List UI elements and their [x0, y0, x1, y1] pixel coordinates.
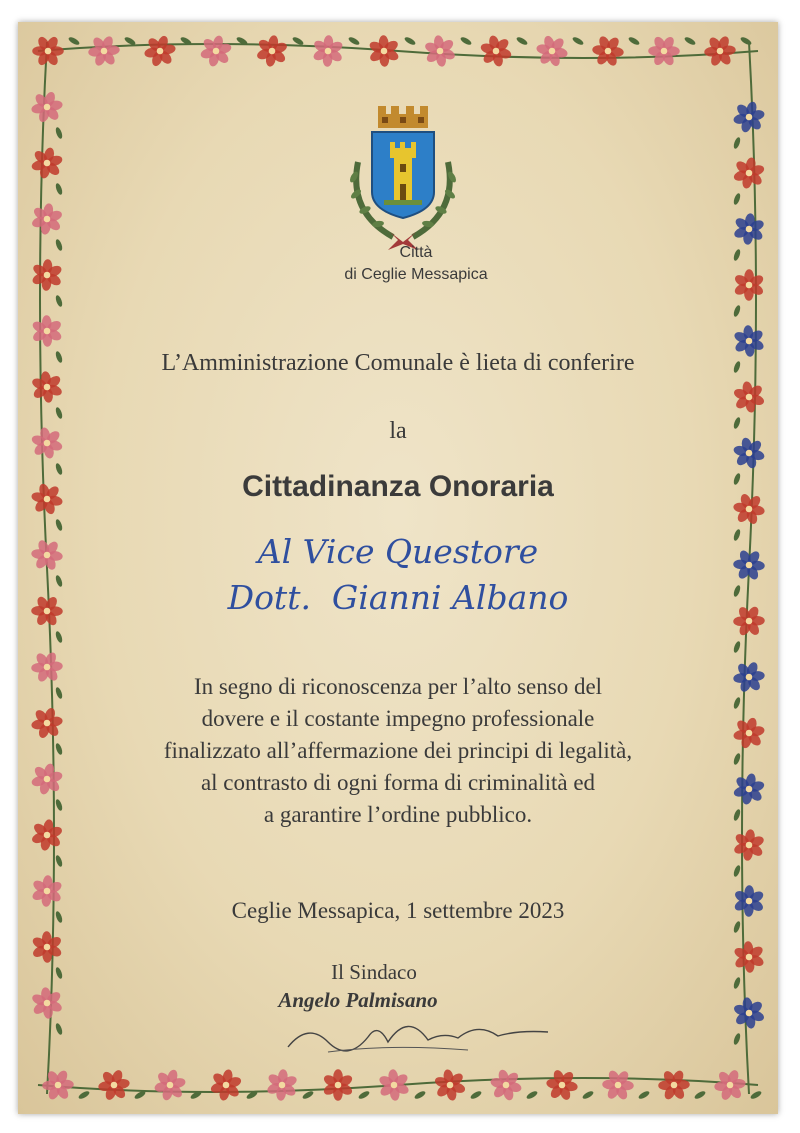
border-leaf [302, 1090, 315, 1101]
border-leaf [684, 36, 697, 47]
border-leaf [638, 1090, 651, 1101]
border-leaf [628, 36, 641, 47]
border-flower [480, 35, 513, 68]
border-flower [592, 35, 624, 68]
border-leaf [68, 36, 81, 47]
border-leaf [55, 1022, 64, 1035]
border-leaf [404, 36, 417, 47]
signatory-role: Il Sindaco [331, 960, 417, 984]
border-flower [32, 35, 64, 67]
border-flower [733, 101, 766, 134]
border-leaf [740, 36, 753, 47]
signatory-name: Angelo Palmisano [278, 988, 438, 1012]
border-leaf [55, 630, 64, 643]
border-leaf [733, 304, 742, 317]
recipient-name: Dott. Gianni Albano [227, 578, 569, 617]
motivation-line: dovere e il costante impegno professionale [201, 706, 595, 731]
border-leaf [750, 1090, 763, 1101]
border-leaf [694, 1090, 707, 1101]
border-flower [546, 1069, 579, 1102]
border-leaf [55, 294, 64, 307]
border-leaf [55, 854, 64, 867]
border-flower [658, 1069, 690, 1101]
border-leaf [582, 1090, 595, 1101]
border-leaf [516, 36, 529, 47]
certificate [18, 22, 778, 1114]
border-flower [42, 1069, 74, 1101]
motivation-line: al contrasto di ogni forma di criminalità ed [200, 770, 596, 795]
motivation-line: In segno di riconoscenza per l’alto senso del [193, 674, 603, 699]
border-flower [434, 1069, 467, 1102]
article-text: la [389, 418, 407, 444]
border-flower [602, 1069, 634, 1101]
honor-title: Cittadinanza Onoraria [242, 470, 554, 503]
border-flower [733, 213, 766, 245]
place-date: Ceglie Messapica, 1 settembre 2023 [231, 898, 565, 923]
border-flower [31, 315, 63, 347]
border-leaf [78, 1090, 91, 1101]
border-flower [704, 35, 736, 68]
border-leaf [526, 1090, 539, 1101]
border-flower [31, 931, 63, 963]
border-flower [733, 829, 766, 861]
city-name-label: di Ceglie Messapica [344, 266, 488, 283]
border-flower [154, 1069, 187, 1102]
border-leaf [733, 136, 742, 149]
border-flower [31, 91, 64, 124]
border-flower [88, 35, 120, 68]
border-flower [256, 35, 289, 68]
border-flower [200, 35, 233, 68]
border-flower [490, 1069, 523, 1102]
border-leaf [460, 36, 473, 47]
border-leaf [358, 1090, 371, 1101]
border-flower [733, 157, 766, 190]
border-leaf [348, 36, 361, 47]
border-leaf [55, 182, 64, 195]
border-flower [144, 35, 177, 68]
border-flower [266, 1069, 299, 1101]
motivation-line: finalizzato all’affermazione dei principi di legalità, [163, 738, 633, 763]
border-flower [98, 1069, 131, 1102]
border-leaf [414, 1090, 427, 1101]
border-leaf [55, 126, 64, 139]
border-leaf [733, 640, 742, 653]
border-leaf [572, 36, 585, 47]
intro-text: L’Amministrazione Comunale è lieta di conferire [161, 350, 635, 376]
handwritten-signature [268, 1002, 568, 1062]
border-flower [312, 35, 344, 67]
border-flower [322, 1069, 354, 1101]
border-flower [714, 1069, 746, 1102]
border-flower [31, 147, 64, 180]
border-flower [210, 1069, 243, 1102]
border-flower [536, 35, 569, 68]
border-flower [424, 35, 457, 68]
border-leaf [733, 192, 742, 205]
border-leaf [733, 1032, 742, 1045]
city-label: Città [399, 244, 433, 261]
motivation-line: a garantire l’ordine pubblico. [263, 802, 533, 827]
border-flower [648, 35, 680, 67]
city-crest-icon [338, 92, 468, 252]
border-leaf [470, 1090, 483, 1101]
recipient-title: Al Vice Questore [257, 532, 539, 571]
border-flower [733, 381, 766, 414]
border-leaf [55, 518, 64, 531]
border-flower [31, 203, 64, 236]
border-leaf [733, 864, 742, 877]
